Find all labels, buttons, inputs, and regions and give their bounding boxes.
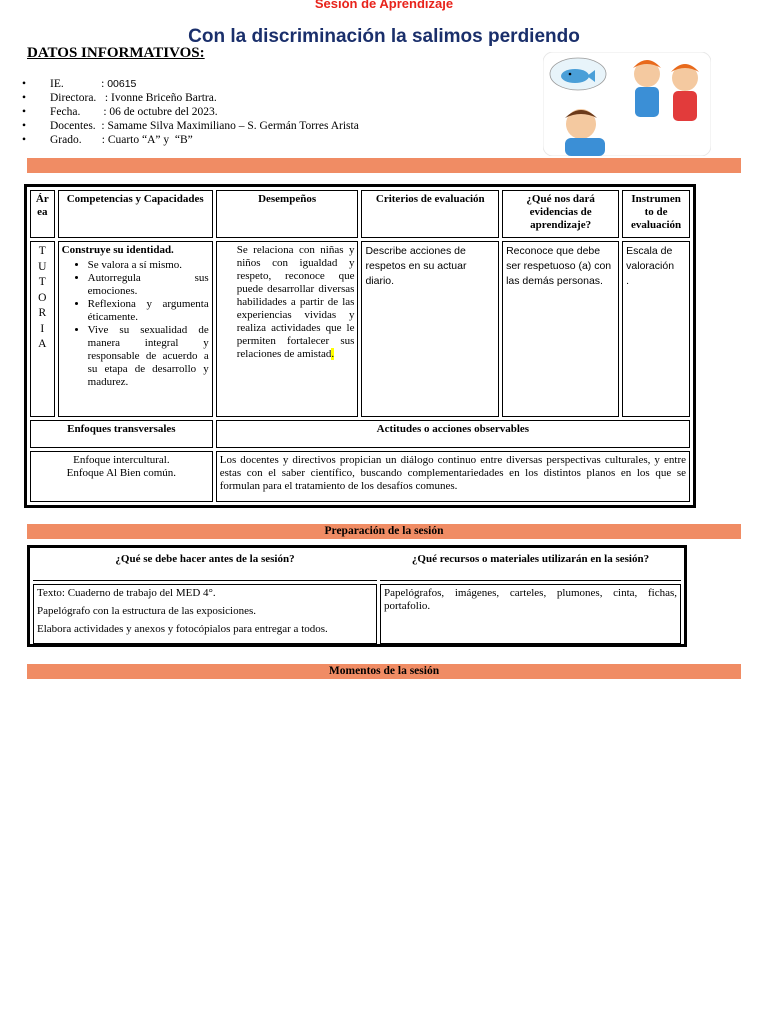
info-item-ie: • IE. : 00615 [22,78,137,90]
actitudes-cell: Los docentes y directivos propician un diálogo continuo entre diversas perspectivas culturales, y entre estas con el saber científico, buscando complementariedades en los distintos planos en los que se formulan para el tratamiento de los desafíos comunes. [216,451,690,502]
momentos-bar: Momentos de la sesión [27,664,741,679]
header-evidencias: ¿Qué nos dará evidencias de aprendizaje? [502,190,619,238]
datos-heading: DATOS INFORMATIVOS: [27,45,205,61]
header-desempenos: Desempeños [216,190,359,238]
resources-cell: Papelógrafos, imágenes, carteles, plumones, cinta, fichas, portafolio. [380,584,681,644]
before-cell: Texto: Cuaderno de trabajo del MED 4°. Papelógrafo con la estructura de las exposiciones. Elabora actividades y anexos y fotocópialos para entregar a todos. [33,584,377,644]
desempeno-text: Se relaciona con niñas y niños con igualdad y respeto, reconoce que puede desarrollar diversas habilidades a partir de las experiencias vividas y realiza actividades que le permiten fortalecer sus relaciones de amistad [236,244,355,360]
area-cell: T U T O R I A [30,241,55,417]
header-area: Ár ea [30,190,55,238]
children-illustration [543,52,711,156]
info-item-grado: • Grado. : Cuarto “A” y “B” [22,134,193,146]
list-item: • Autorregula sus emociones. [88,272,209,298]
instrumento-cell: Escala de valoración . [622,241,690,417]
header-competencias: Competencias y Capacidades [58,190,213,238]
capacidades-list [62,259,209,389]
preparacion-bar: Preparación de la sesión [27,524,741,539]
info-item-docentes: • Docentes. : Samame Silva Maximiliano – S. Germán Torres Arista [22,120,359,132]
competencias-cell [58,241,213,417]
session-label: Sesión de Aprendizaje [314,0,454,11]
criterio-cell: Describe acciones de respetos en su actuar diario. [361,241,499,417]
planning-table [24,184,696,508]
header-resources: ¿Qué recursos o materiales utilizarán en la sesión? [380,551,681,581]
enfoques-header: Enfoques transversales [30,420,213,448]
orange-divider-bar [27,158,741,173]
list-item: • Se valora a sí mismo. [88,259,209,272]
highlight-mark: . [331,348,335,360]
header-criterios: Criterios de evaluación [361,190,499,238]
header-instrumento: Instrumen to de evaluación [622,190,690,238]
actitudes-header: Actitudes o acciones observables [216,420,690,448]
evidencia-cell: Reconoce que debe ser respetuoso (a) con las demás personas. [502,241,619,417]
info-list [22,77,359,147]
list-item: • Vive su sexualidad de manera integral y responsable de acuerdo a su etapa de desarrollo y madurez. [88,324,209,389]
info-item-fecha: • Fecha. : 06 de octubre del 2023. [22,106,218,118]
enfoques-cell: Enfoque intercultural. Enfoque Al Bien común. [30,451,213,502]
desempeno-cell [216,241,359,417]
info-item-directora: • Directora. : Ivonne Briceño Bartra. [22,92,217,104]
page-title: Con la discriminación la salimos perdiendo [188,26,580,47]
preparation-table [27,545,687,647]
competencia-title: Construye su identidad. [61,244,174,256]
header-before: ¿Qué se debe hacer antes de la sesión? [33,551,377,581]
list-item: • Reflexiona y argumenta éticamente. [88,298,209,324]
